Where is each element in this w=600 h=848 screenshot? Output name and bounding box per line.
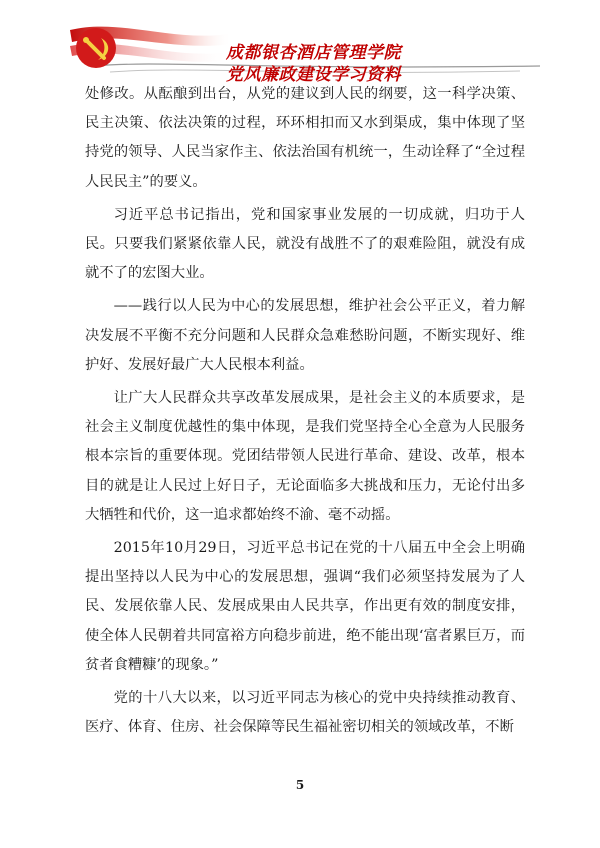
paragraph: 党的十八大以来，以习近平同志为核心的党中央持续推动教育、医疗、体育、住房、社会保障等民生福祉密切相关的领域改革，不断 [85,690,525,736]
paragraph: 习近平总书记指出，党和国家事业发展的一切成就，归功于人民。只要我们紧紧依靠人民，就没有战胜不了的艰难险阻，就没有成就不了的宏图大业。 [85,206,525,282]
party-emblem-icon [76,28,116,68]
page-number: 5 [295,778,305,792]
document-body [85,80,525,746]
paragraph: ——践行以人民为中心的发展思想，维护社会公平正义，着力解决发展不平衡不充分问题和人民群众急难愁盼问题，不断实现好、维护好、发展好最广大人民根本利益。 [85,298,525,373]
header-title-school: 成都银杏酒店管理学院 [226,43,401,63]
paragraph: 2015年10月29日，习近平总书记在党的十八届五中全会上明确提出坚持以人民为中心的发展思想，强调“我们必须坚持发展为了人民、发展依靠人民、发展成果由人民共享，作出更有效的制度安排，使全体人民朝着共同富裕方向稳步前进，绝不能出现‘富者累巨万，而贫者食糟糠’的现象。” [85,540,525,673]
paragraph: 让广大人民群众共享改革发展成果，是社会主义的本质要求，是社会主义制度优越性的集中体现，是我们党坚持全心全意为人民服务根本宗旨的重要体现。党团结带领人民进行革命、建设、改革，根本目的就是让人民过上好日子，无论面临多大挑战和压力，无论付出多大牺牲和代价，这一追求都始终不渝、毫不动摇。 [85,390,525,523]
document-header [0,0,600,85]
header-title-subject: 党风廉政建设学习资料 [226,65,401,85]
paragraph: 处修改。从酝酿到出台，从党的建议到人民的纲要，这一科学决策、民主决策、依法决策的过程，环环相扣而又水到渠成，集中体现了坚持党的领导、人民当家作主、依法治国有机统一，生动诠释了“全过程人民民主”的要义。 [85,86,525,190]
